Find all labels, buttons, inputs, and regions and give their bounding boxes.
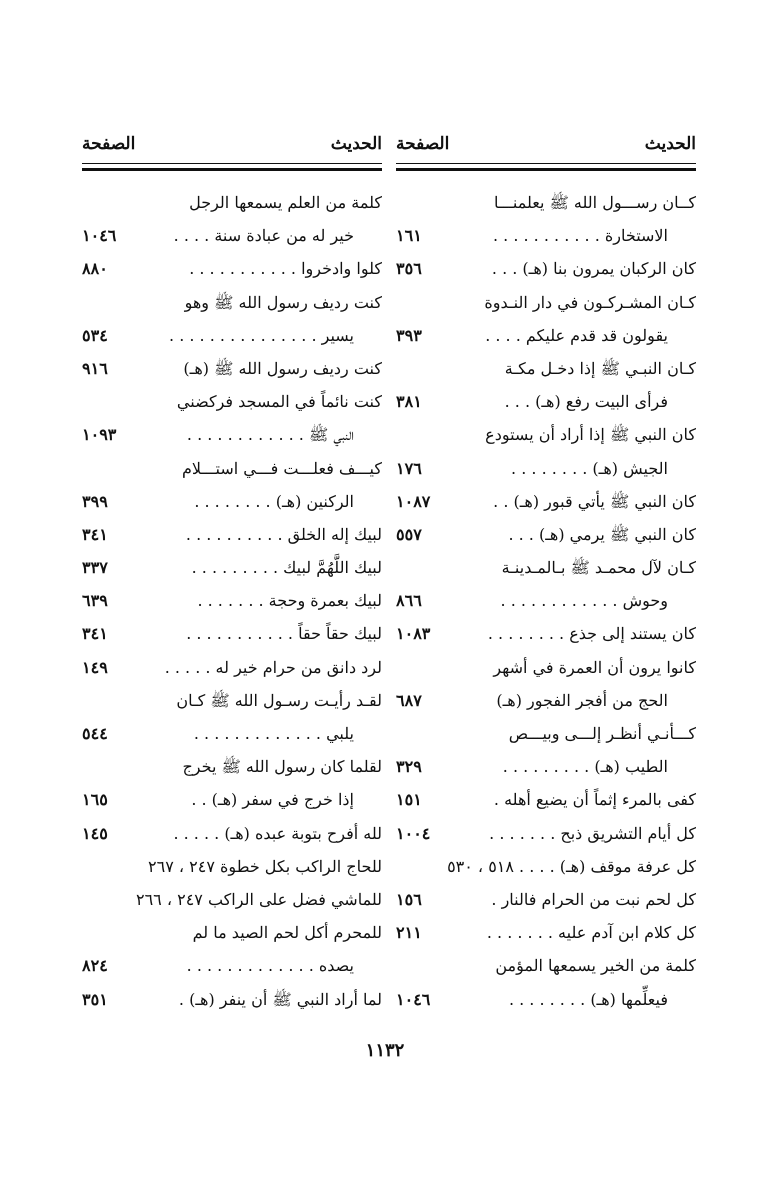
hadith-text: يصده . . . . . . . . . . . . .	[186, 956, 354, 976]
index-entry	[82, 418, 382, 451]
page-ref: ٣٩٣	[396, 325, 422, 345]
page-header: الصفحة	[396, 134, 450, 154]
page-ref: ٣٩٩	[82, 491, 108, 511]
index-entry	[82, 916, 382, 949]
hadith-text: فيعلِّمها (هـ) . . . . . . . .	[508, 989, 668, 1009]
page-ref: ١٠٤٦	[396, 989, 431, 1009]
hadith-text: للماشي فضل على الراكب ٢٤٧ ، ٢٦٦	[135, 889, 382, 909]
hadith-text: لبيك بعمرة وحجة . . . . . . .	[197, 591, 382, 611]
hadith-text: لبيك إله الخلق . . . . . . . . . .	[185, 524, 382, 544]
index-rows	[396, 186, 696, 1016]
page-ref: ٥٤٤	[82, 724, 108, 743]
page-ref: ٣٤١	[82, 524, 108, 544]
hadith-text: يسير . . . . . . . . . . . . . . .	[169, 325, 354, 345]
hadith-text: كـــأنـي أنظـر إلـــى وبيـــص	[508, 724, 696, 743]
hadith-text: لبيك حقاً حقاً . . . . . . . . . . .	[186, 624, 382, 644]
page-ref: ١٤٥	[82, 823, 108, 843]
index-entry	[82, 452, 382, 485]
header-rule-thick	[82, 168, 382, 171]
page-number: ١١٣٢	[365, 1040, 405, 1061]
index-entry	[82, 584, 382, 617]
page-ref: ٦٣٩	[82, 591, 108, 611]
hadith-text: كــان رســـول الله ﷺ يعلمنـــا	[493, 193, 696, 212]
index-entry	[396, 949, 696, 982]
column-header	[82, 130, 382, 164]
index-entry	[82, 949, 382, 982]
hadith-text: كيـــف فعلـــت فـــي استـــلام	[181, 458, 382, 478]
index-entry	[396, 551, 696, 584]
hadith-text: كان الركبان يمرون بنا (هـ) . . .	[491, 259, 696, 279]
hadith-text: لله أفرح بتوبة عبده (هـ) . . . . .	[173, 823, 382, 843]
index-entry	[396, 983, 696, 1016]
column-header	[396, 130, 696, 164]
index-entry	[82, 617, 382, 650]
index-entry	[396, 651, 696, 684]
index-entry	[396, 418, 696, 451]
hadith-text: كل أيام التشريق ذبح . . . . . . .	[489, 823, 696, 843]
header-rule-thin	[82, 163, 382, 164]
hadith-text: كنت رديف رسول الله ﷺ وهو	[184, 292, 382, 312]
index-entry	[396, 817, 696, 850]
hadith-text: خير له من عبادة سنة . . . .	[173, 226, 354, 246]
hadith-text: لقـد رأيـت رسـول الله ﷺ كـان	[176, 690, 382, 710]
index-entry	[82, 684, 382, 717]
hadith-text: كل عرفة موقف (هـ) . . . . ٥١٨ ، ٥٣٠	[447, 856, 696, 876]
index-entry	[396, 485, 696, 518]
index-entry	[396, 319, 696, 352]
index-entry	[396, 916, 696, 949]
hadith-text: كان النبي ﷺ يرمي (هـ) . . .	[508, 524, 696, 544]
hadith-header: الحديث	[330, 134, 382, 154]
page-ref: ١٠٩٣	[82, 425, 117, 445]
index-entry	[82, 551, 382, 584]
page-ref: ٣٢٩	[396, 757, 422, 777]
hadith-text: الحج من أفجر الفجور (هـ)	[496, 690, 668, 710]
page-ref: ١٥٦	[396, 889, 422, 909]
index-entry	[82, 850, 382, 883]
page-ref: ١٠٨٣	[396, 624, 431, 644]
hadith-text: لرد دانق من حرام خير له . . . . .	[164, 657, 382, 677]
hadith-text: إذا خرج في سفر (هـ) . .	[191, 790, 354, 810]
page-ref: ٨٨٠	[82, 259, 108, 279]
index-entry	[82, 983, 382, 1016]
hadith-text: الركنين (هـ) . . . . . . . .	[194, 491, 354, 511]
index-entry	[82, 252, 382, 285]
index-rows	[82, 186, 382, 1016]
index-entry	[82, 717, 382, 750]
page-ref: ٨٢٤	[82, 956, 108, 976]
index-entry	[396, 717, 696, 750]
page-ref: ٣٣٧	[82, 558, 108, 578]
hadith-text: لبيك اللَّهُمَّ لبيك . . . . . . . . .	[191, 558, 382, 578]
hadith-text: للحاج الراكب بكل خطوة ٢٤٧ ، ٢٦٧	[148, 856, 382, 876]
index-entry	[82, 783, 382, 816]
hadith-text: الاستخارة . . . . . . . . . . .	[492, 226, 668, 246]
index-entry	[396, 684, 696, 717]
hadith-text: كل كلام ابن آدم عليه . . . . . . .	[486, 923, 696, 943]
page-ref: ٢١١	[396, 923, 422, 943]
page-ref: ٣٥١	[82, 989, 108, 1009]
index-entry	[396, 452, 696, 485]
hadith-text: الطيب (هـ) . . . . . . . . .	[502, 757, 668, 777]
index-entry	[396, 850, 696, 883]
hadith-text: كفى بالمرء إثماً أن يضيع أهله .	[493, 790, 696, 810]
page-ref: ١٠٠٤	[396, 823, 431, 843]
hadith-text: كلمة من الخير يسمعها المؤمن	[495, 956, 696, 976]
hadith-text: كانوا يرون أن العمرة في أشهر	[493, 657, 696, 677]
page-ref: ١٠٤٦	[82, 226, 117, 246]
hadith-text: الجيش (هـ) . . . . . . . .	[511, 458, 668, 478]
hadith-text: كلوا وادخروا . . . . . . . . . . .	[189, 259, 382, 279]
page-ref: ١٤٩	[82, 657, 108, 677]
header-rule-thin	[396, 163, 696, 164]
index-entry	[82, 219, 382, 252]
page-ref: ١٠٨٧	[396, 491, 431, 511]
index-entry	[82, 385, 382, 418]
index-entry	[396, 385, 696, 418]
page-ref: ٣٨١	[396, 392, 422, 412]
hadith-header: الحديث	[644, 134, 696, 154]
page-ref: ٦٨٧	[396, 690, 422, 710]
index-column-left	[82, 130, 382, 1009]
hadith-text: كان النبي ﷺ يأتي قبور (هـ) . .	[493, 491, 696, 511]
index-entry	[82, 352, 382, 385]
index-entry	[82, 319, 382, 352]
index-entry	[396, 883, 696, 916]
index-entry	[82, 485, 382, 518]
index-entry	[82, 186, 382, 219]
page-ref: ٩١٦	[82, 358, 108, 378]
hadith-text: كنت نائماً في المسجد فركضني	[176, 392, 382, 412]
hadith-text: يلبي . . . . . . . . . . . . .	[193, 724, 354, 743]
index-entry	[82, 883, 382, 916]
page-ref: ٣٤١	[82, 624, 108, 644]
hadith-text: كلمة من العلم يسمعها الرجل	[189, 193, 382, 212]
hadith-text: يقولون قد قدم عليكم . . . .	[485, 325, 668, 345]
page-ref: ١٥١	[396, 790, 422, 810]
index-entry	[396, 617, 696, 650]
page-ref: ١٦٥	[82, 790, 108, 810]
index-entry	[82, 286, 382, 319]
page-header: الصفحة	[82, 134, 136, 154]
index-entry	[396, 783, 696, 816]
page-ref: ١٦١	[396, 226, 422, 246]
hadith-text: فرأى البيت رفع (هـ) . . .	[504, 392, 668, 412]
index-entry	[396, 252, 696, 285]
index-entry	[396, 352, 696, 385]
header-rule-thick	[396, 168, 696, 171]
page-ref: ٨٦٦	[396, 591, 422, 611]
hadith-text: كـان النبـي ﷺ إذا دخـل مكـة	[504, 358, 696, 378]
index-entry	[396, 219, 696, 252]
hadith-text: كان النبي ﷺ إذا أراد أن يستودع	[485, 425, 696, 445]
index-entry	[82, 817, 382, 850]
hadith-text: كل لحم نبت من الحرام فالنار .	[491, 889, 696, 909]
index-entry	[396, 750, 696, 783]
page-ref: ٥٣٤	[82, 325, 108, 345]
hadith-text: النبي ﷺ . . . . . . . . . . . .	[186, 425, 354, 445]
hadith-text: كـان المشـركـون في دار النـدوة	[484, 292, 696, 312]
index-column-right	[396, 130, 696, 1009]
hadith-text: كنت رديف رسول الله ﷺ (هـ)	[183, 358, 382, 378]
hadith-text: لقلما كان رسول الله ﷺ يخرج	[182, 757, 382, 777]
page-ref: ١٧٦	[396, 458, 422, 478]
hadith-text: كـان لآل محمـد ﷺ بـالمـدينـة	[501, 558, 696, 578]
index-entry	[396, 518, 696, 551]
hadith-text: للمحرم أكل لحم الصيد ما لم	[192, 923, 382, 943]
page-ref: ٣٥٦	[396, 259, 422, 279]
index-entry	[82, 651, 382, 684]
page-ref: ٥٥٧	[396, 524, 422, 544]
hadith-text: وحوش . . . . . . . . . . . .	[500, 591, 668, 611]
hadith-text: لما أراد النبي ﷺ أن ينفر (هـ) .	[178, 989, 382, 1009]
hadith-text: كان يستند إلى جذع . . . . . . . .	[487, 624, 696, 644]
index-entry	[82, 750, 382, 783]
index-entry	[82, 518, 382, 551]
index-entry	[396, 186, 696, 219]
index-entry	[396, 584, 696, 617]
index-entry	[396, 286, 696, 319]
